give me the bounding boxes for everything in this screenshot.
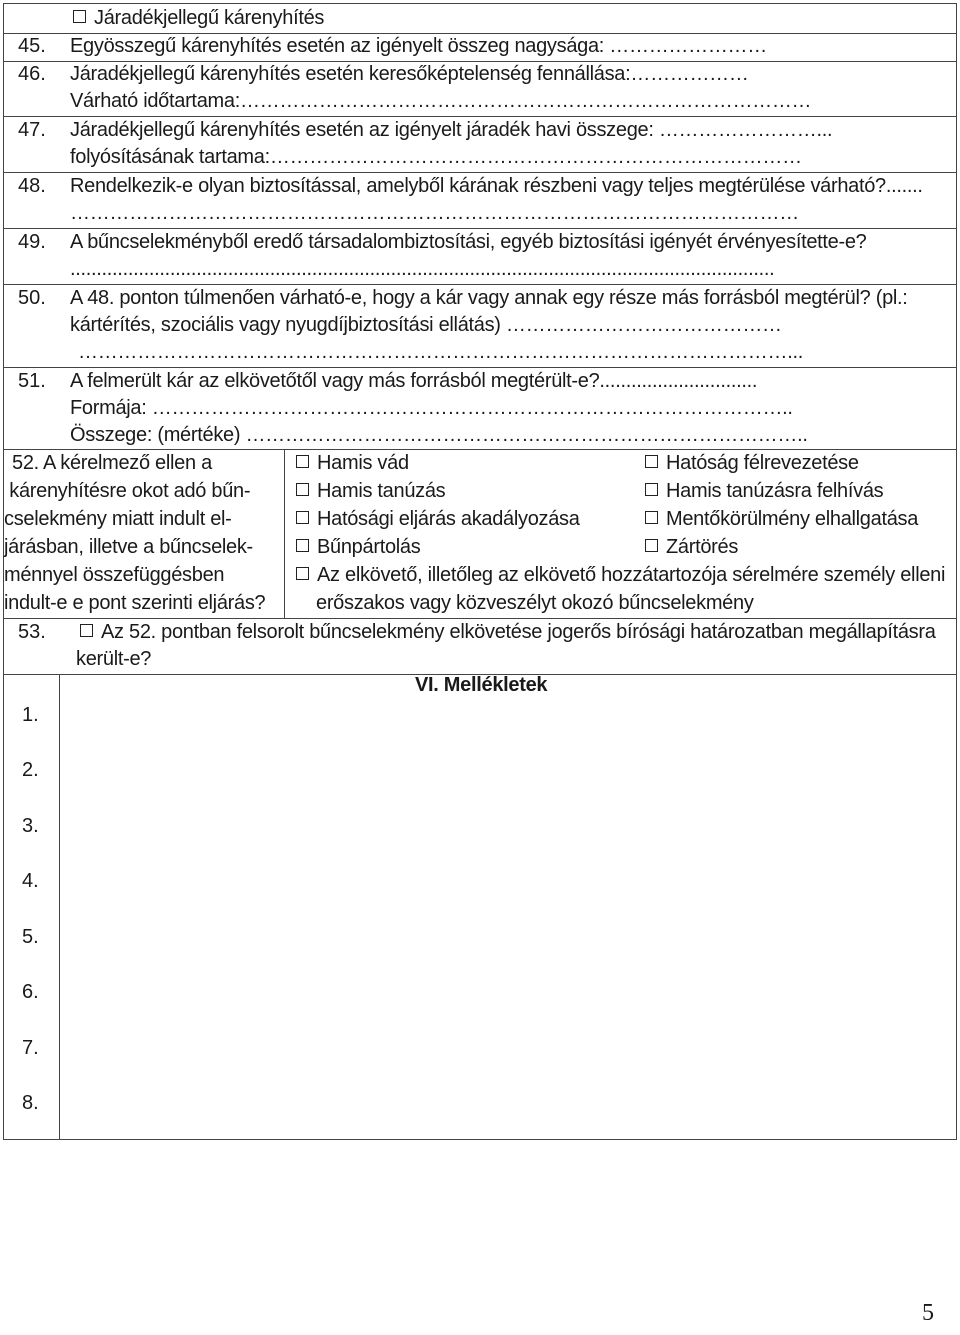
q45-text[interactable]: Egyösszegű kárenyhítés esetén az igényelt összeg nagysága: ……………………: [70, 35, 767, 57]
option-seal-breaking[interactable]: Zártörés: [645, 534, 738, 561]
q46-line1[interactable]: Járadékjellegű kárenyhítés esetén keresőképtelenség fennállása:………………: [70, 63, 749, 85]
q50-line2[interactable]: kártérítés, szociális vagy nyugdíjbiztosítási ellátás) ……………………………………: [70, 314, 782, 336]
q46-line2[interactable]: Várható időtartama:……………………………………………………………………………: [70, 90, 812, 112]
q51-line3[interactable]: Összege: (mértéke) …………………………………………………………………………..: [70, 424, 808, 446]
option-concealment[interactable]: Mentőkörülmény elhallgatása: [645, 506, 918, 533]
q48-line1[interactable]: Rendelkezik-e olyan biztosítással, amelyből kárának részbeni vagy teljes megtérülése várható?.......: [70, 175, 923, 197]
attachment-number: 5.: [22, 926, 39, 948]
checkbox-icon[interactable]: [296, 511, 309, 524]
claim-form: Járadékjellegű kárenyhítés 45. Egyösszegű kárenyhítés esetén az igényelt összeg nagysága: …………………… 46. Járadékjellegű kárenyhítés esetén keresőképtelenség fennállása:……………… Várható időtartama:…………………………………………………………………………… 47. Járadékjellegű kárenyhítés esetén az igényelt járadék havi összege: ……………………... folyósításának tartama:……………………………………………………………………… 48. Rendelkezik-e olyan biztosítással, amelyből kárának részbeni vagy teljes megtérülése várható?....... ………………………………………………………………………………………………… 49. A bűncselekményből eredő társadalombiztosítási, egyéb biztosítási igényét érvényesítette-e? ...................................................................................................................................... 50. A 48. ponton túlmenően várható-e, hogy a kár vagy annak egy része más forrásból megtérül? (pl.: kártérítés, szociális vagy nyugdíjbiztosítási ellátás) …………………………………… ………………………………………………………………………………………………... 51. A felmerült kár az elkövetőtől vagy más forrásból megtérült-e?.............................. Formája: …………………………………………………………………………………….. Összege: (mértéke) ………………………………………………………………………….. 52. A kérelmező ellen a kárenyhítésre okot adó bűn- cselekmény miatt indult el- járásban, illetve a bűncselek- ménnyel összefüggésben indult-e e pont szerinti eljárás? Hamis vád Hamis tanúzás Hatósági eljárás akadályozása Bűnpártolás Hatóság félrevezetése Hamis tanúzásra felhívás Mentőkörülmény elhallgatása Zártörés Az elkövető, illetőleg az elkövető hozzátartozója sérelmére személy elleni erőszakos vagy közveszélyt okozó bűncselekmény 53. Az 52. pontban felsorolt bűncselekmény elkövetése jogerős bírósági határozatban megállapításra került-e? VI. Mellékletek 1. 2. 3. 4. 5. 6. 7. 8.: [3, 3, 957, 1140]
checkbox-icon[interactable]: [296, 455, 309, 468]
attachment-number: 7.: [22, 1037, 39, 1059]
checkbox-icon[interactable]: [296, 539, 309, 552]
q51-line1[interactable]: A felmerült kár az elkövetőtől vagy más forrásból megtérült-e?..............................: [70, 370, 758, 392]
q47-line1[interactable]: Járadékjellegű kárenyhítés esetén az igényelt járadék havi összege: ……………………...: [70, 119, 833, 141]
option-misleading-authority[interactable]: Hatóság félrevezetése: [645, 450, 859, 477]
checkbox-icon[interactable]: [645, 455, 658, 468]
q49-line1[interactable]: A bűncselekményből eredő társadalombiztosítási, egyéb biztosítási igényét érvényesítette-e?: [70, 231, 867, 253]
attachment-number: 3.: [22, 815, 39, 837]
checkbox-icon[interactable]: [645, 539, 658, 552]
option-obstruction[interactable]: Hatósági eljárás akadályozása: [296, 506, 580, 533]
checkbox-icon[interactable]: [645, 483, 658, 496]
q51-number: 51.: [18, 370, 46, 392]
option-inciting-perjury[interactable]: Hamis tanúzásra felhívás: [645, 478, 883, 505]
divider: [284, 449, 285, 619]
q48-line2[interactable]: …………………………………………………………………………………………………: [70, 202, 799, 224]
q51-line2[interactable]: Formája: ……………………………………………………………………………………..: [70, 397, 793, 419]
attachment-number: 1.: [22, 704, 39, 726]
attachment-number: 6.: [22, 981, 39, 1003]
option-annuity-compensation[interactable]: Járadékjellegű kárenyhítés: [73, 5, 324, 32]
attachments-title: VI. Mellékletek: [415, 674, 548, 696]
q49-line2[interactable]: ......................................................................................................................................: [70, 258, 775, 280]
attachment-number: 2.: [22, 759, 39, 781]
q48-number: 48.: [18, 175, 46, 197]
attachment-number: 8.: [22, 1092, 39, 1114]
attachment-number: 4.: [22, 870, 39, 892]
checkbox-icon[interactable]: [296, 567, 309, 580]
checkbox-icon[interactable]: [80, 624, 93, 637]
checkbox-icon[interactable]: [296, 483, 309, 496]
option-violent-crime[interactable]: Az elkövető, illetőleg az elkövető hozzátartozója sérelmére személy elleni: [296, 562, 945, 589]
q50-line1[interactable]: A 48. ponton túlmenően várható-e, hogy a kár vagy annak egy része más forrásból megtérül? (pl.:: [70, 287, 908, 309]
page-number: 5: [922, 1300, 934, 1326]
option-false-accusation[interactable]: Hamis vád: [296, 450, 409, 477]
q47-number: 47.: [18, 119, 46, 141]
q45-number: 45.: [18, 35, 46, 57]
q46-number: 46.: [18, 63, 46, 85]
checkbox-icon[interactable]: [645, 511, 658, 524]
q53-number: 53.: [18, 621, 46, 643]
q49-number: 49.: [18, 231, 46, 253]
option-violent-crime-line2: erőszakos vagy közveszélyt okozó bűncselekmény: [316, 592, 754, 614]
checkbox-icon[interactable]: [73, 10, 86, 23]
q53-option[interactable]: Az 52. pontban felsorolt bűncselekmény elkövetése jogerős bírósági határozatban megállapításra: [80, 619, 936, 646]
q50-line3[interactable]: ………………………………………………………………………………………………...: [78, 341, 803, 363]
q47-line2[interactable]: folyósításának tartama:………………………………………………………………………: [70, 146, 802, 168]
option-perjury[interactable]: Hamis tanúzás: [296, 478, 445, 505]
q53-line2: került-e?: [76, 648, 152, 670]
option-accessory[interactable]: Bűnpártolás: [296, 534, 420, 561]
divider: [59, 674, 60, 1140]
q50-number: 50.: [18, 287, 46, 309]
